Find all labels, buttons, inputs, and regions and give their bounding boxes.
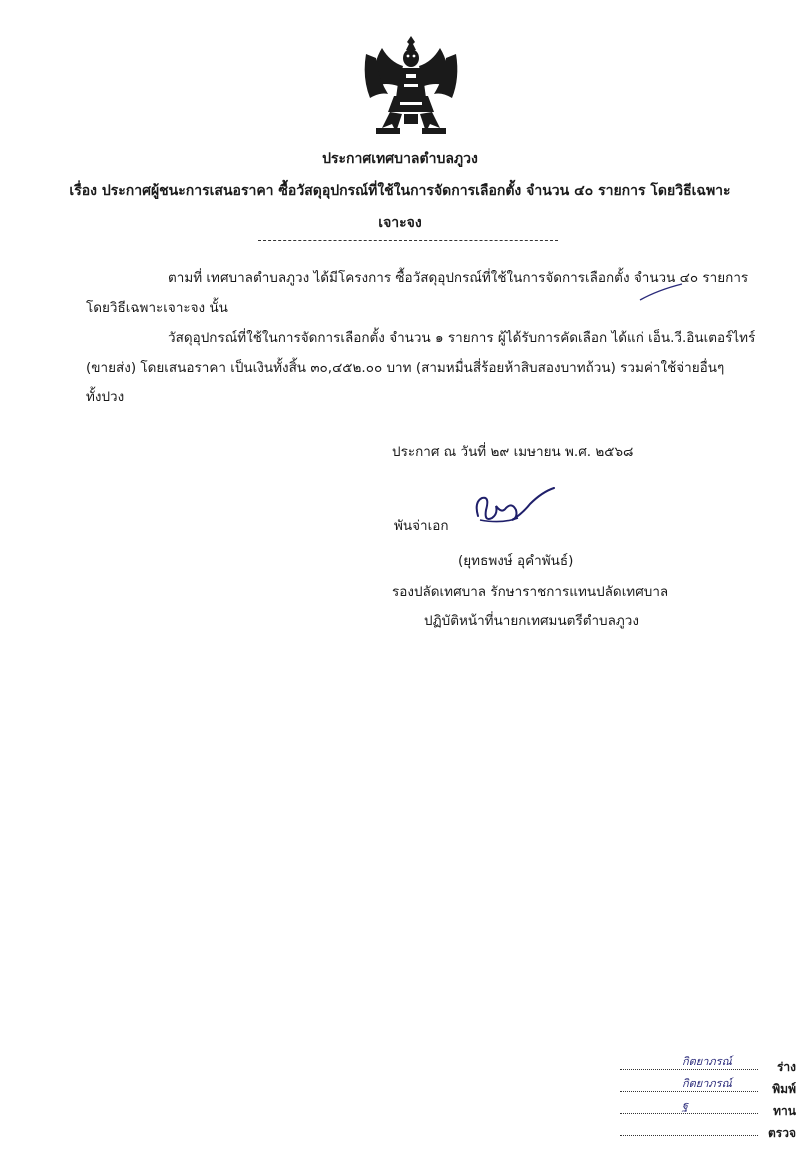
paragraph-2-line-3: ทั้งปวง (86, 389, 125, 405)
paragraph-1-line-2: โดยวิธีเฉพาะเจาะจง นั้น (86, 300, 228, 316)
footer-initial: กิตยาภรณ์ (682, 1077, 732, 1090)
paragraph-2-line-2: (ขายส่ง) โดยเสนอราคา เป็นเงินทั้งสิ้น ๓๐,๔๕๒.๐๐ บาท (สามหมื่นสี่ร้อยห้าสิบสองบาทถ้วน) รวมค่าใช้จ่ายอื่นๆ (86, 360, 725, 376)
footer-row-draft (620, 1056, 796, 1076)
announce-date: ประกาศ ณ วันที่ ๒๙ เมษายน พ.ศ. ๒๕๖๘ (392, 444, 634, 460)
footer-row-type (620, 1078, 796, 1098)
footer-row-review (620, 1100, 796, 1120)
footer-initial: ฐ (682, 1099, 689, 1112)
footer-role: ร่าง (776, 1060, 796, 1074)
signer-name: (ยุทธพงษ์ อุคำพันธ์) (458, 553, 574, 569)
footer-row-check (620, 1122, 796, 1142)
correction-mark (638, 282, 684, 302)
paragraph-2-line-1: วัสดุอุปกรณ์ที่ใช้ในการจัดการเลือกตั้ง จำนวน ๑ รายการ ผู้ได้รับการคัดเลือก ได้แก่ เอ็น.วี.อินเตอร์ไทร์ (168, 330, 756, 346)
garuda-emblem (360, 34, 462, 144)
footer-role: ทาน (773, 1104, 796, 1118)
footer-initial: กิตยาภรณ์ (682, 1055, 732, 1068)
agency-title: ประกาศเทศบาลตำบลภูวง (322, 151, 478, 167)
footer-role: พิมพ์ (772, 1082, 796, 1096)
subject-line-1: เรื่อง ประกาศผู้ชนะการเสนอราคา ซื้อวัสดุอุปกรณ์ที่ใช้ในการจัดการเลือกตั้ง จำนวน ๔๐ รายการ โดยวิธีเฉพาะ (69, 183, 731, 199)
signer-rank: พันจ่าเอก (394, 518, 449, 534)
footer-role: ตรวจ (767, 1126, 796, 1140)
signer-position-1: รองปลัดเทศบาล รักษาราชการแทนปลัดเทศบาล (392, 584, 669, 600)
handwritten-signature (472, 484, 562, 534)
title-divider (258, 240, 558, 241)
subject-line-2: เจาะจง (378, 215, 422, 231)
paragraph-1-line-1: ตามที่ เทศบาลตำบลภูวง ได้มีโครงการ ซื้อวัสดุอุปกรณ์ที่ใช้ในการจัดการเลือกตั้ง จำนวน ๔๐ รายการ (168, 270, 749, 286)
signer-position-2: ปฏิบัติหน้าที่นายกเทศมนตรีตำบลภูวง (424, 613, 639, 629)
